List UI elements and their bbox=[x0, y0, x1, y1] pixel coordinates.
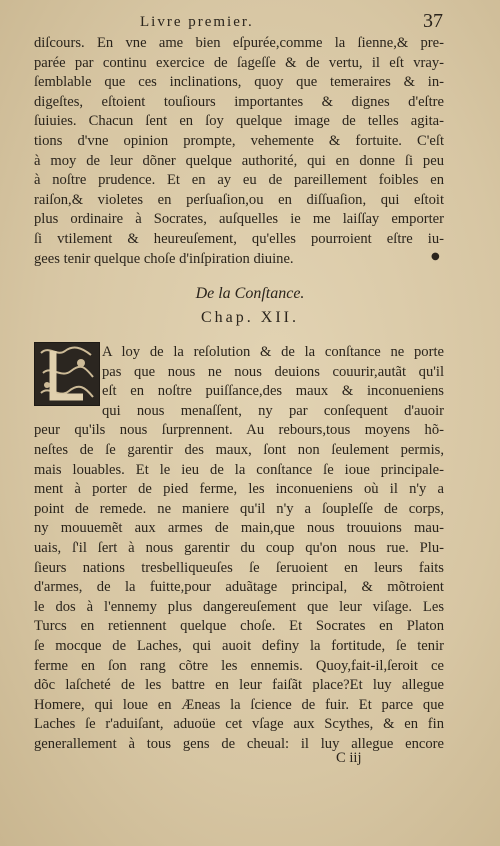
text-line: ſuiuies. Chacun ſent en ſoy quelque image de telles agita- bbox=[34, 113, 444, 130]
text-line: ſi vtilement & heureuſement, qu'elles pourroient eſtre iu- bbox=[34, 230, 444, 247]
text-line: generallement à tous gens de cheual: il luy allegue encore bbox=[34, 735, 444, 752]
text-line: raiſon,& violetes en perſuaſion,ou en diſſuaſion, qui eſtoit bbox=[34, 191, 444, 208]
text-line: digeſtes, eſtoient touſiours importantes & dignes d'eſtre bbox=[34, 93, 444, 110]
text-line: Turcs en retiennent quelque choſe. Et Socrates en Platon bbox=[34, 618, 444, 635]
text-line: peur qu'ils nous ſurprennent. Au rebours,tous moyens hõ- bbox=[34, 422, 444, 439]
ink-dot: ● bbox=[431, 251, 440, 262]
text-line: neſtes de ſe garentir des maux, ſont non ſeulement permis, bbox=[34, 441, 444, 458]
text-line: ſemblable que ces inclinations, quoy que temeraires & in- bbox=[34, 74, 444, 91]
text-line: eſt en noſtre puiſſance,des maux & inconueniens bbox=[102, 383, 444, 400]
text-line: uais, ſ'il ſert à nous garentir du coup qu'on nous rue. Plu- bbox=[34, 539, 444, 556]
text-line: tions d'vne opinion prompte, vehemente & fortuite. C'eſt bbox=[34, 132, 444, 149]
text-line: mais louables. Et le ieu de la conſtance ſe ioue principale- bbox=[34, 461, 444, 478]
text-line: le dos à l'ennemy plus dangereuſement que leur viſage. Les bbox=[34, 598, 444, 615]
text-line: plus ordinaire à Socrates, auſquelles ie me laiſſay emporter bbox=[34, 211, 444, 228]
text-line: Laches ſe r'aduiſant, aduoüe cet vſage aux Scythes, & en fin bbox=[34, 716, 444, 733]
text-line: ſe mocque de Laches, qui auoit definy la fortitude, ſe tenir bbox=[34, 637, 444, 654]
page-number: 37 bbox=[423, 10, 443, 32]
text-line: ment à porter de pied ferme, les inconueniens où il n'y a bbox=[34, 481, 444, 498]
text-line: d'armes, de la fuitte,pour aduãtage principal, & mõtroient bbox=[34, 579, 444, 596]
running-head bbox=[0, 10, 500, 36]
text-line: Homere, qui loue en Æneas la ſcience de fuir. Et parce que bbox=[34, 696, 444, 713]
section-title: De la Conſtance. bbox=[195, 285, 305, 302]
chapter-body bbox=[34, 343, 444, 754]
text-line: à noſtre prudence. Et en ay eu de pareillement foibles en bbox=[34, 172, 444, 189]
text-line: point de remede. ne maniere qu'il n'y a ſoupleſſe de corps, bbox=[34, 500, 444, 517]
text-line: ny mouuemẽt aux armes de main,que nous trouuions mau- bbox=[34, 520, 444, 537]
signature-mark: C iij bbox=[336, 750, 362, 766]
text-line: pas que nous ne nous deuions couurir,autãt qu'il bbox=[102, 363, 444, 380]
text-line: diſcours. En vne ame bien eſpurée,comme la ſienne,& pre- bbox=[34, 35, 444, 51]
text-line: qui nous menaſſent, ny par conſequent d'auoir bbox=[102, 402, 444, 419]
text-line: gees tenir quelque choſe d'inſpiration diuine. bbox=[34, 250, 294, 267]
text-line: dõc laſcheté de les battre en leur faiſãt place?Et luy allegue bbox=[34, 677, 444, 694]
running-title: Livre premier. bbox=[140, 14, 254, 30]
text-line: parée par continu exercice de ſageſſe & de vertu, il eſt vray- bbox=[34, 54, 444, 71]
chapter-title: Chap. XII. bbox=[201, 309, 299, 326]
text-line: A loy de la reſolution & de la conſtance ne porte bbox=[102, 344, 444, 360]
paragraph-continued bbox=[34, 34, 444, 269]
text-line: ſieurs nations tresbelliqueuſes ſe ſeruoient en leurs faits bbox=[34, 559, 444, 576]
text-line: à moy de leur dõner quelque authorité, qui en donne ſi peu bbox=[34, 152, 444, 169]
text-line: ferme en ſon rang cõtre les ennemis. Quoy,fait-il,ſeroit ce bbox=[34, 657, 444, 674]
